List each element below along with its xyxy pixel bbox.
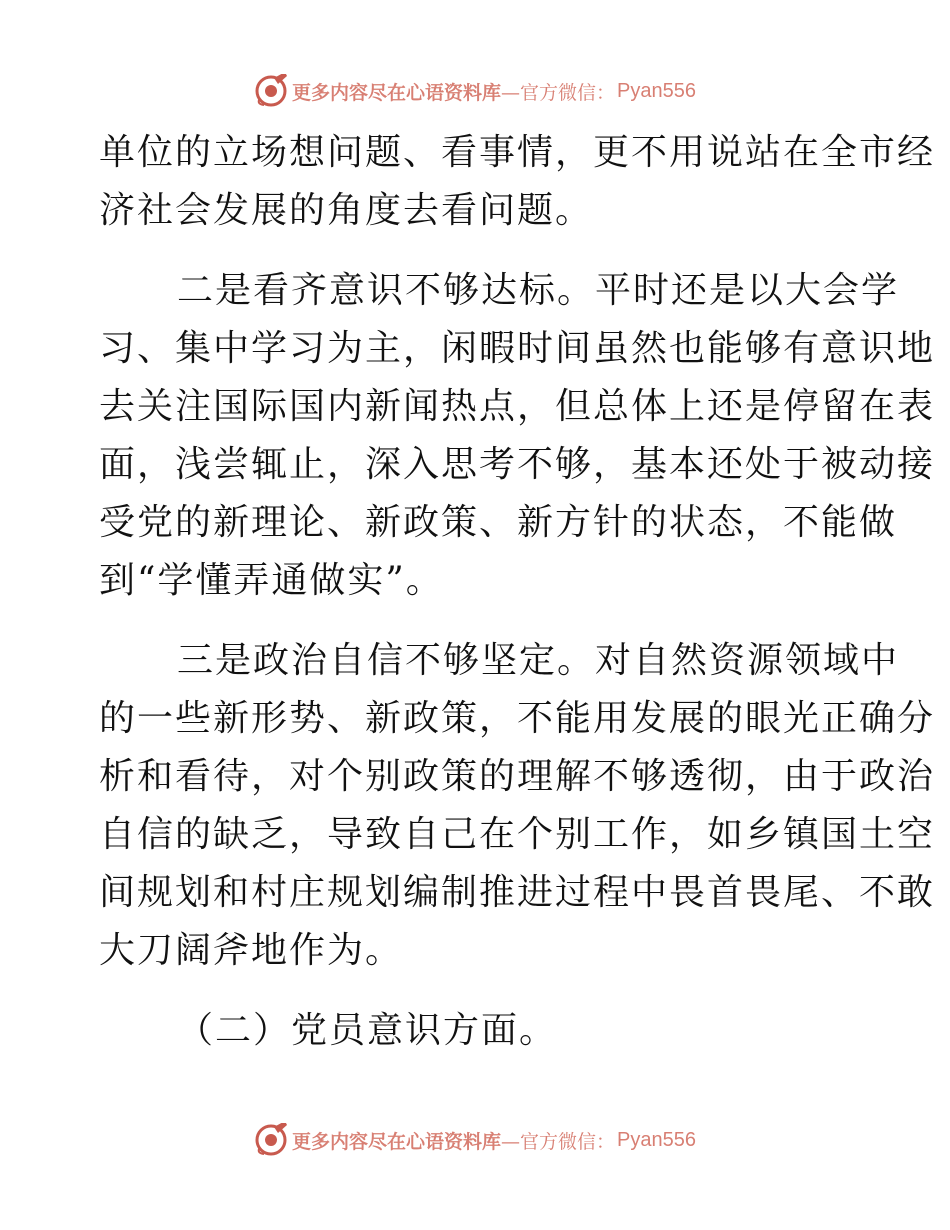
text-line: 二是看齐意识不够达标。平时还是以大会学	[177, 270, 900, 311]
section-heading: （二）党员意识方面。	[177, 1010, 558, 1051]
text-line: 大刀阔斧地作为。	[99, 930, 404, 971]
header-banner-sub: —官方微信：	[501, 81, 616, 104]
brand-logo-icon	[254, 74, 288, 108]
text-line: 面，浅尝辄止，深入思考不够，基本还处于被动接	[99, 444, 936, 485]
text-line: 单位的立场想问题、看事情，更不用说站在全市经	[99, 132, 936, 173]
text-line: 去关注国际国内新闻热点，但总体上还是停留在表	[99, 386, 936, 427]
text-line: 的一些新形势、新政策，不能用发展的眼光正确分	[99, 698, 936, 739]
text-line: 自信的缺乏，导致自己在个别工作，如乡镇国土空	[99, 814, 936, 855]
header-watermark-banner	[0, 71, 950, 111]
header-banner-id: Pyan556	[617, 79, 696, 102]
text-line: 三是政治自信不够坚定。对自然资源领域中	[177, 640, 900, 681]
footer-banner-sub: —官方微信：	[501, 1130, 616, 1153]
text-line: 习、集中学习为主，闲暇时间虽然也能够有意识地	[99, 328, 936, 369]
text-line: 析和看待，对个别政策的理解不够透彻，由于政治	[99, 756, 936, 797]
brand-logo-icon	[254, 1123, 288, 1157]
text-line: 到“学懂弄通做实”。	[99, 560, 444, 601]
text-line: 济社会发展的角度去看问题。	[99, 190, 594, 231]
footer-banner-text: 更多内容尽在心语资料库	[292, 1130, 502, 1153]
header-banner-text: 更多内容尽在心语资料库	[292, 81, 502, 104]
footer-banner-id: Pyan556	[617, 1128, 696, 1151]
text-line: 受党的新理论、新政策、新方针的状态，不能做	[99, 502, 898, 543]
document-body	[99, 124, 936, 1060]
footer-watermark-banner	[0, 1120, 950, 1160]
text-line: 间规划和村庄规划编制推进过程中畏首畏尾、不敢	[99, 872, 936, 913]
